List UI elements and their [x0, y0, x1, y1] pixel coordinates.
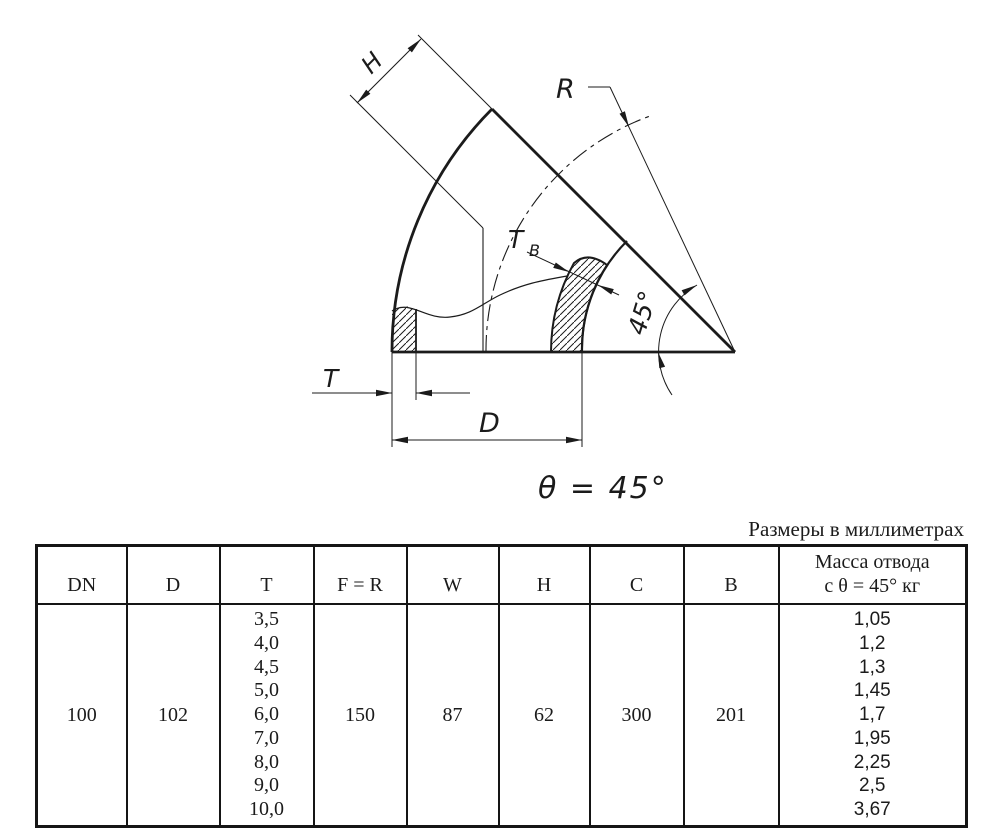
list-value: 1,95	[853, 727, 891, 749]
mass-header-line2: с θ = 45° кг	[824, 575, 921, 597]
cell-h: 62	[499, 604, 590, 827]
cell-t-values	[220, 604, 314, 827]
angle-dimension-arc	[659, 285, 697, 395]
list-value: 5,0	[254, 679, 279, 702]
list-value: 9,0	[254, 774, 279, 797]
list-value: 1,05	[853, 608, 891, 630]
mass-header-line1: Масса отвода	[814, 551, 930, 573]
cell-b: 201	[684, 604, 779, 827]
angle-arrowhead-top	[682, 285, 697, 295]
cell-w: 87	[407, 604, 499, 827]
tb-label: T	[508, 225, 524, 254]
list-value: 3,67	[853, 799, 891, 821]
list-value: 3,5	[254, 607, 279, 630]
list-value: 6,0	[254, 703, 279, 726]
list-value: 10,0	[249, 798, 284, 821]
theta-note: θ = 45°	[538, 471, 668, 506]
list-value: 8,0	[254, 750, 279, 773]
break-line	[392, 276, 567, 317]
list-value: 4,0	[254, 631, 279, 654]
units-caption: Размеры в миллиметрах	[748, 517, 964, 541]
angle-arrowhead-bottom	[658, 352, 665, 368]
h-label: H	[355, 46, 389, 80]
t-label: T	[323, 364, 339, 393]
col-header-c: C	[590, 546, 684, 605]
wall-section-upper-hatch	[551, 257, 607, 352]
list-value: 7,0	[254, 726, 279, 749]
dimension-table	[35, 544, 968, 828]
cell-fr: 150	[314, 604, 407, 827]
h-extension-line-lower	[350, 95, 483, 228]
col-header-w: W	[407, 546, 499, 605]
col-header-t: T	[220, 546, 314, 605]
wall-section-left-hatch	[392, 306, 416, 352]
cell-d: 102	[127, 604, 220, 827]
list-value: 2,25	[853, 751, 891, 773]
col-header-d: D	[127, 546, 220, 605]
t-arrowhead-left	[376, 390, 392, 396]
tb-arrowhead-left	[553, 263, 569, 273]
d-arrowhead-right	[566, 437, 582, 443]
col-header-b: B	[684, 546, 779, 605]
tb-label-subscript: B	[529, 241, 540, 260]
list-value: 1,7	[859, 704, 886, 726]
list-value: 1,3	[859, 656, 886, 678]
r-arrowhead	[620, 111, 630, 127]
tb-arrowhead-right	[598, 285, 614, 295]
r-label: R	[556, 74, 575, 105]
table-row	[37, 604, 967, 827]
cell-dn: 100	[37, 604, 127, 827]
list-value: 1,2	[859, 632, 886, 654]
cell-mass-values	[779, 604, 967, 827]
h-extension-line-upper	[418, 35, 492, 109]
col-header-mass	[779, 546, 967, 605]
col-header-fr: F = R	[314, 546, 407, 605]
header-row	[37, 546, 967, 605]
list-value: 4,5	[254, 655, 279, 678]
cell-c: 300	[590, 604, 684, 827]
col-header-h: H	[499, 546, 590, 605]
list-value: 1,45	[853, 680, 891, 702]
col-header-dn: DN	[37, 546, 127, 605]
d-arrowhead-left	[392, 437, 408, 443]
upper-face-45-line	[492, 109, 735, 352]
d-label: D	[479, 408, 500, 439]
angle-45-label: 45°	[622, 287, 663, 339]
list-value: 2,5	[859, 775, 886, 797]
t-arrowhead-right	[416, 390, 432, 396]
